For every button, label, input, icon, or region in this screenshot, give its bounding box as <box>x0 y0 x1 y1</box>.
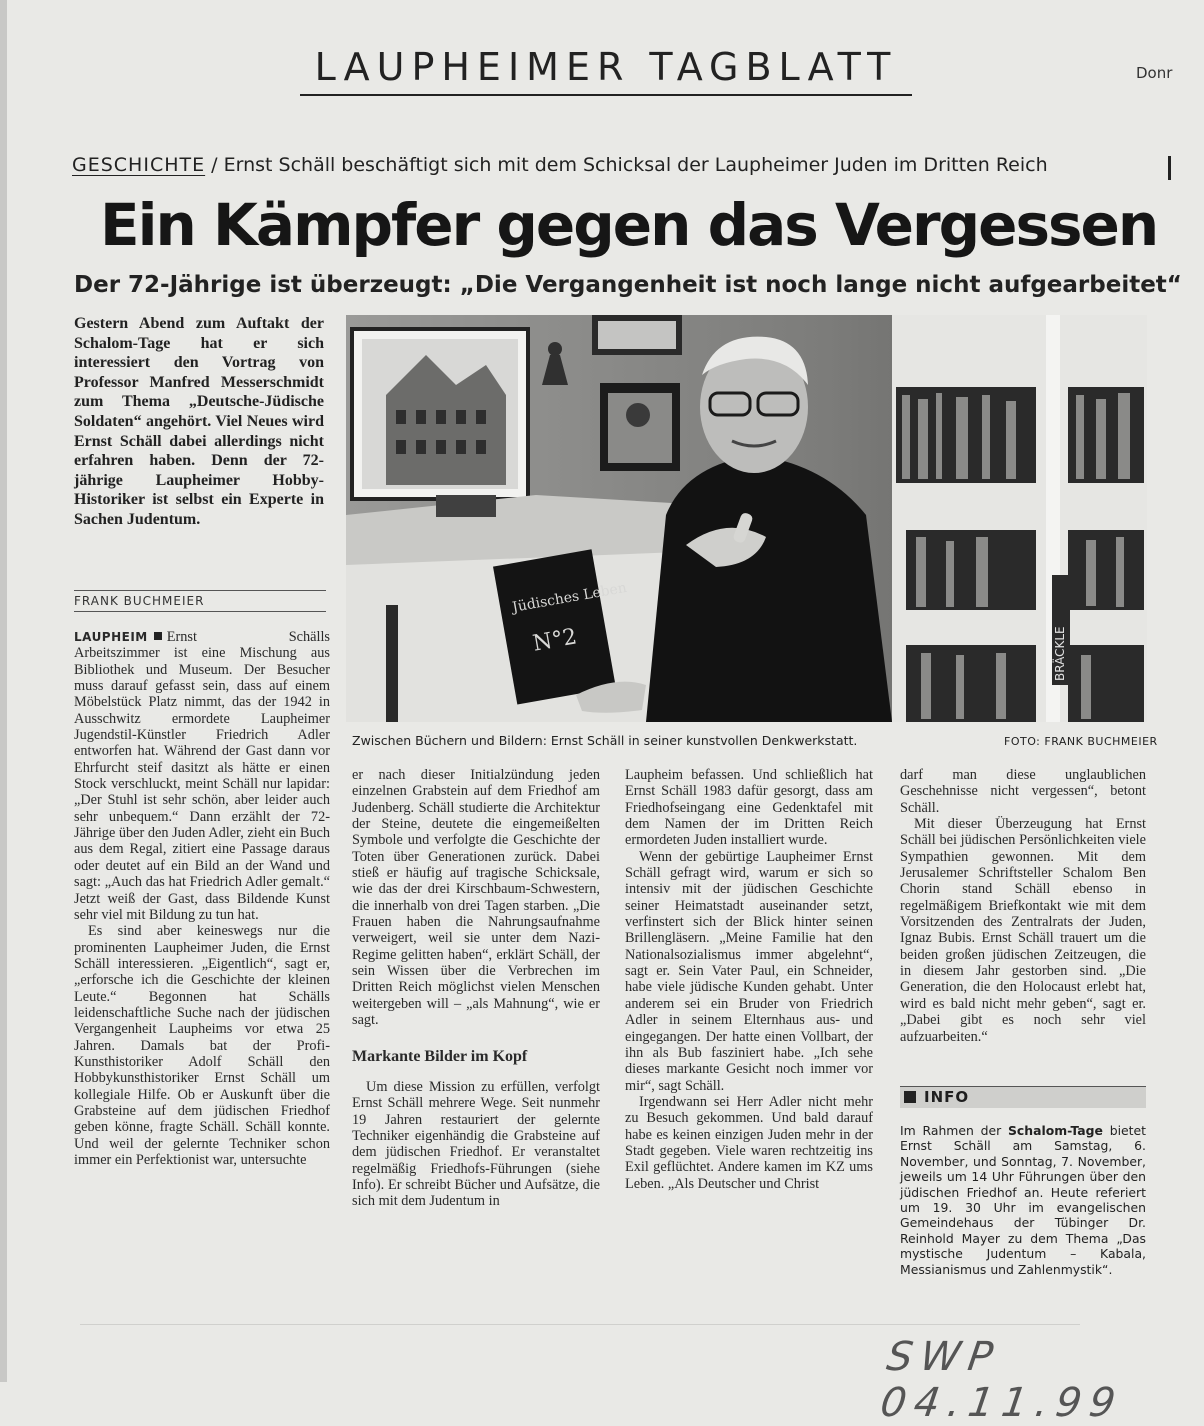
info-bold: Schalom-Tage <box>1008 1123 1103 1138</box>
body-column-3 <box>625 767 873 1192</box>
photo-credit: FOTO: FRANK BUCHMEIER <box>1004 735 1158 748</box>
info-text: Im Rahmen der <box>900 1123 1008 1138</box>
paragraph <box>74 629 330 923</box>
paragraph: Wenn der gebürtige Laupheimer Ernst Schäll gefragt wird, warum er sich so intensiv mit der jüdischen Geschichte seiner Heimatstadt auseinander setzt, verfinstert sich der Blick hinter seinen Brillengläsern. „Meine Familie hat den Nationalsozialismus immer abgelehnt“, sagt er. Sein Vater Paul, ein Schneider, habe viele jüdische Kunden gehabt. Unter anderem sei ein Bruder von Friedrich Adler in seinem Elternhaus aus- und eingegangen. Der hatte einen Vollbart, der ihn als Bub fasziniert habe. „Ich sehe dieses markante Gesicht noch immer vor mir“, sagt Schäll. <box>625 848 873 1094</box>
paragraph: darf man diese unglaublichen Geschehnisse nicht vergessen“, betont Schäll. <box>900 767 1146 816</box>
corner-label: Donr <box>1136 64 1173 82</box>
dateline: LAUPHEIM <box>74 630 148 644</box>
byline: FRANK BUCHMEIER <box>74 590 326 612</box>
rubric-keyword: GESCHICHTE <box>72 154 206 176</box>
info-square-icon <box>904 1091 916 1103</box>
paragraph-text: Ernst Schälls Arbeitszimmer ist eine Mischung aus Bibliothek und Museum. Der Besucher muss darauf gefasst sein, dass auf einem Möbelstück Platz nimmt, das der 1942 in Ausschwitz ermordete Laupheimer Jugendstil-Künstler Friedrich Adler entworfen hat. Während der Gast dann vor Ehrfurcht steif dasitzt als hätte er einen Stock verschluckt, meint Schäll nur lapidar: „Der Stuhl ist sehr schön, aber leider auch sehr unbequem.“ Dann erzählt der 72-Jährige über den Juden Adler, zieht ein Buch aus dem Regal, zitiert eine Passage daraus oder deutet auf ein Bild an der Wand und sagt: „Auch das hat Friedrich Adler gemalt.“ Jetzt weiß der Gast, dass Bildende Kunst sehr viel mit Bildung zu tun hat. <box>74 629 330 923</box>
scan-edge <box>0 0 7 1382</box>
subhead: Markante Bilder im Kopf <box>352 1047 528 1065</box>
rubric <box>72 154 1048 176</box>
paragraph: Es sind aber keineswegs nur die prominenten Laupheimer Juden, die Ernst Schäll interessieren. „Eigentlich“, sagt er, „erforsche ich die Geschichte der kleinen Leute.“ Begonnen hat Schälls leidenschaftliche Suche nach der jüdischen Vergangenheit Laupheims vor etwa 25 Jahren. Damals bat der Profi-Kunsthistoriker Adolf Schäll den Hobbykunsthistoriker Ernst Schäll um kollegiale Hilfe. Ob er Auskunft über die Grabsteine auf dem jüdischen Friedhof geben könne, fragte Schäll. Schäll konnte. Und weil der gelernte Techniker schon immer ein Perfektionist war, untersuchte <box>74 923 330 1168</box>
photo-caption: Zwischen Büchern und Bildern: Ernst Schäll in seiner kunstvollen Denkwerkstatt. <box>352 733 858 748</box>
info-box <box>900 1123 1146 1277</box>
article-photo <box>346 315 1147 722</box>
dateline-square <box>154 632 162 640</box>
headline: Ein Kämpfer gegen das Vergessen <box>100 191 1158 259</box>
info-text: bietet Ernst Schäll am Samstag, 6. November, und Sonntag, 7. November, jeweils um 14 Uhr Führungen über den jüdischen Friedhof an. Heute referiert um 19. 30 Uhr im evangelischen Gemeindehaus der Tübinger Dr. Reinhold Mayer zu dem Thema „Das mystische Judentum – Kabala, Messianismus und Zahlenmystik“. <box>900 1123 1146 1277</box>
info-header <box>900 1086 1146 1108</box>
subheadline: Der 72-Jährige ist überzeugt: „Die Vergangenheit ist noch lange nicht aufgearbeitet“ <box>74 272 1182 298</box>
book-number: N°2 <box>530 624 579 657</box>
lead-paragraph: Gestern Abend zum Auftakt der Schalom-Tage hat er sich interessiert den Vortrag von Professor Manfred Messerschmidt zum Thema „Deutsche-Jüdische Soldaten“ angehört. Viel Neues wird Ernst Schäll dabei allerdings nicht erfahren haben. Denn der 72-jährige Laupheimer Hobby-Historiker ist selbst ein Experte in Sachen Judentum. <box>74 315 324 528</box>
body-column-1 <box>74 629 330 1168</box>
edge-mark <box>1168 156 1171 180</box>
paragraph: Mit dieser Überzeugung hat Ernst Schäll bei jüdischen Persönlichkeiten viele Sympathien gewonnen. Mit dem Jerusalemer Schriftsteller Schalom Ben Chorin stand Schäll ebenso in regelmäßigem Briefkontakt wie mit dem Vorsitzenden des Zentralrats der Juden, Ignaz Bubis. Ernst Schäll trauert um die beiden großen jüdischen Zeitzeugen, die in diesem Jahr gestorben sind. „Die Generation, die den Holocaust erlebt hat, wird es bald nicht mehr geben“, sagt er. „Dabei gibt es noch sehr viel aufzuarbeiten.“ <box>900 816 1146 1045</box>
body-column-2 <box>352 767 600 1210</box>
paragraph: Laupheim befassen. Und schließlich hat Ernst Schäll 1983 dafür gesorgt, dass am Friedhofseingang eine Gedenktafel mit dem Namen der im Dritten Reich ermordeten Juden installiert wurde. <box>625 767 873 849</box>
masthead: LAUPHEIMER TAGBLATT <box>300 44 912 96</box>
handwritten-note: SWP 04.11.99 <box>877 1334 1127 1426</box>
rubric-text: / Ernst Schäll beschäftigt sich mit dem Schicksal der Laupheimer Juden im Dritten Reich <box>205 154 1048 176</box>
book-spine-label: BRÄCKLE <box>1053 626 1067 681</box>
paragraph: Irgendwann sei Herr Adler nicht mehr zu Besuch gekommen. Und bald darauf habe es keinen einzigen Juden mehr in der Stadt gegeben. Viele waren rechtzeitig ins Exil geflüchtet. Andere kamen im KZ ums Leben. „Als Deutscher und Christ <box>625 1093 873 1192</box>
paragraph: Um diese Mission zu erfüllen, verfolgt Ernst Schäll mehrere Wege. Seit nunmehr 19 Jahren restauriert der gelernte Techniker eigenhändig die Grabsteine auf dem jüdischen Friedhof. Er veranstaltet regelmäßig Friedhofs-Führungen (siehe Info). Er schreibt Bücher und Aufsätze, die sich mit dem Judentum in <box>352 1078 600 1210</box>
paragraph: er nach dieser Initialzündung jeden einzelnen Grabstein auf dem Friedhof am Judenberg. Schäll studierte die Architektur der Steine, deutete die eingemeißelten Symbole und verfolgte die Geschichte der Toten über Generationen zurück. Dabei stieß er häufig auf tragische Schicksale, wie das der drei Kirschbaum-Schwestern, die innerhalb von drei Tagen starben. „Die Frauen haben die Nahrungsaufnahme verweigert, weil sie unter dem Nazi-Regime gelitten haben“, erklärt Schäll, der sein Wissen über die Verbrechen im Dritten Reich möglichst vielen Menschen weitergeben will – „als Mahnung“, wie er sagt. <box>352 767 600 1029</box>
book-title: Jüdisches Leben <box>511 579 628 616</box>
body-column-4 <box>900 767 1146 1045</box>
scan-line <box>80 1324 1080 1325</box>
info-title: INFO <box>924 1088 970 1106</box>
